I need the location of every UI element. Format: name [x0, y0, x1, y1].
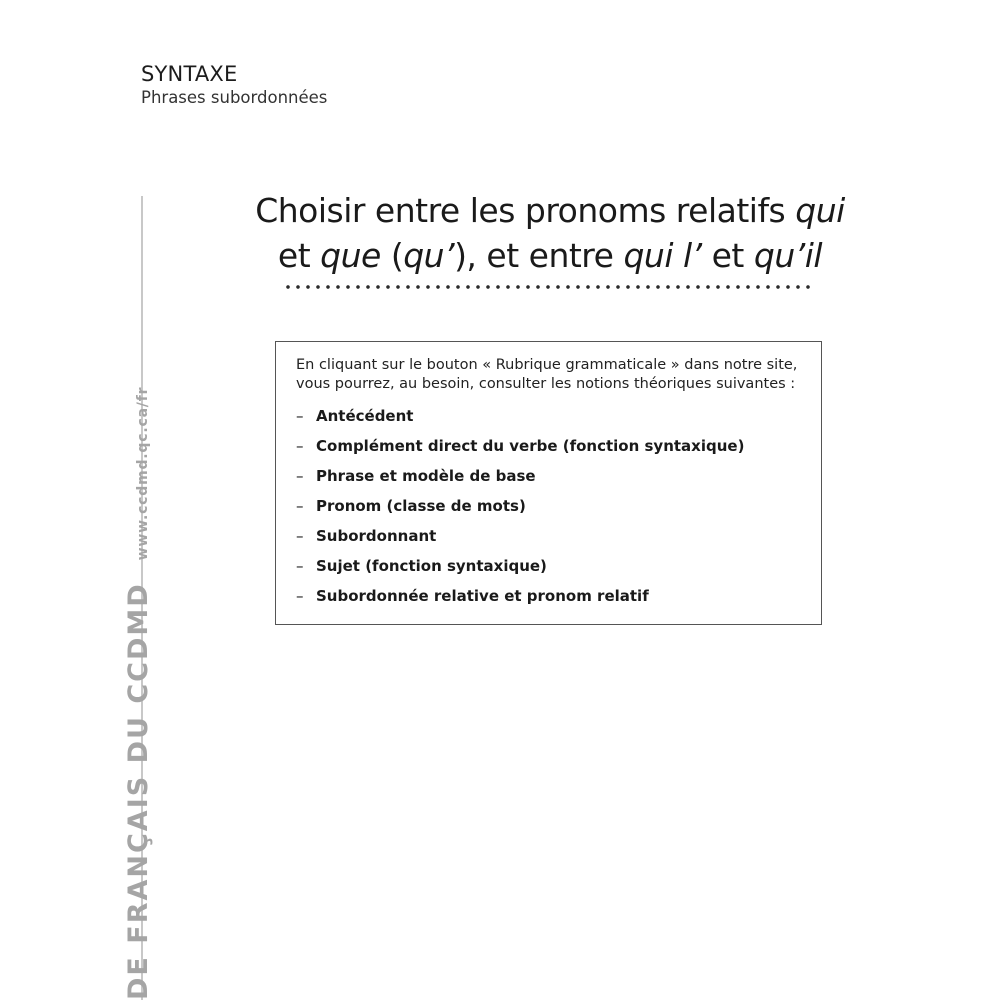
list-item — [296, 491, 801, 521]
title-text: ), et entre — [454, 236, 624, 275]
dash-bullet: – — [296, 587, 304, 605]
title-italic: qui — [795, 191, 845, 230]
list-item — [296, 431, 801, 461]
dash-bullet: – — [296, 407, 304, 425]
site-url: www.ccdmd.qc.ca/fr — [135, 386, 151, 561]
dash-bullet: – — [296, 437, 304, 455]
title-italic: que — [320, 236, 381, 275]
title-text: et — [277, 236, 321, 275]
notion-label: Phrase et modèle de base — [316, 467, 536, 485]
dotted-divider — [283, 284, 813, 290]
notes-intro: En cliquant sur le bouton « Rubrique grammaticale » dans notre site, vous pourrez, au besoin, consulter les notions théoriques suivantes : — [296, 357, 798, 392]
list-item — [296, 521, 801, 551]
list-item — [296, 461, 801, 491]
section-subtitle: Phrases subordonnées — [141, 88, 328, 108]
notion-label: Sujet (fonction syntaxique) — [316, 557, 547, 575]
title-text: et — [701, 236, 754, 275]
title-text: ( — [380, 236, 404, 275]
list-item — [296, 551, 801, 581]
title-italic: qui l’ — [623, 236, 702, 275]
theory-notes-box — [275, 341, 822, 625]
dash-bullet: – — [296, 557, 304, 575]
page-header — [141, 62, 327, 107]
title-italic: qu’il — [753, 236, 823, 275]
margin-label — [123, 387, 154, 1000]
list-item — [296, 401, 801, 431]
title-text: Choisir entre les pronoms relatifs — [255, 191, 796, 230]
section-title: SYNTAXE — [141, 62, 238, 86]
notion-list — [296, 401, 801, 611]
notion-label: Complément direct du verbe (fonction syntaxique) — [316, 437, 745, 455]
notion-label: Subordonnant — [316, 527, 437, 545]
title-italic: qu’ — [403, 236, 455, 275]
notion-label: Antécédent — [316, 407, 414, 425]
dash-bullet: – — [296, 527, 304, 545]
notion-label: Pronom (classe de mots) — [316, 497, 526, 515]
dash-bullet: – — [296, 467, 304, 485]
list-item — [296, 581, 801, 611]
page-title — [240, 188, 860, 278]
publisher-label: DE FRANÇAIS DU CCDMD — [123, 582, 154, 1000]
notion-label: Subordonnée relative et pronom relatif — [316, 587, 649, 605]
dash-bullet: – — [296, 497, 304, 515]
